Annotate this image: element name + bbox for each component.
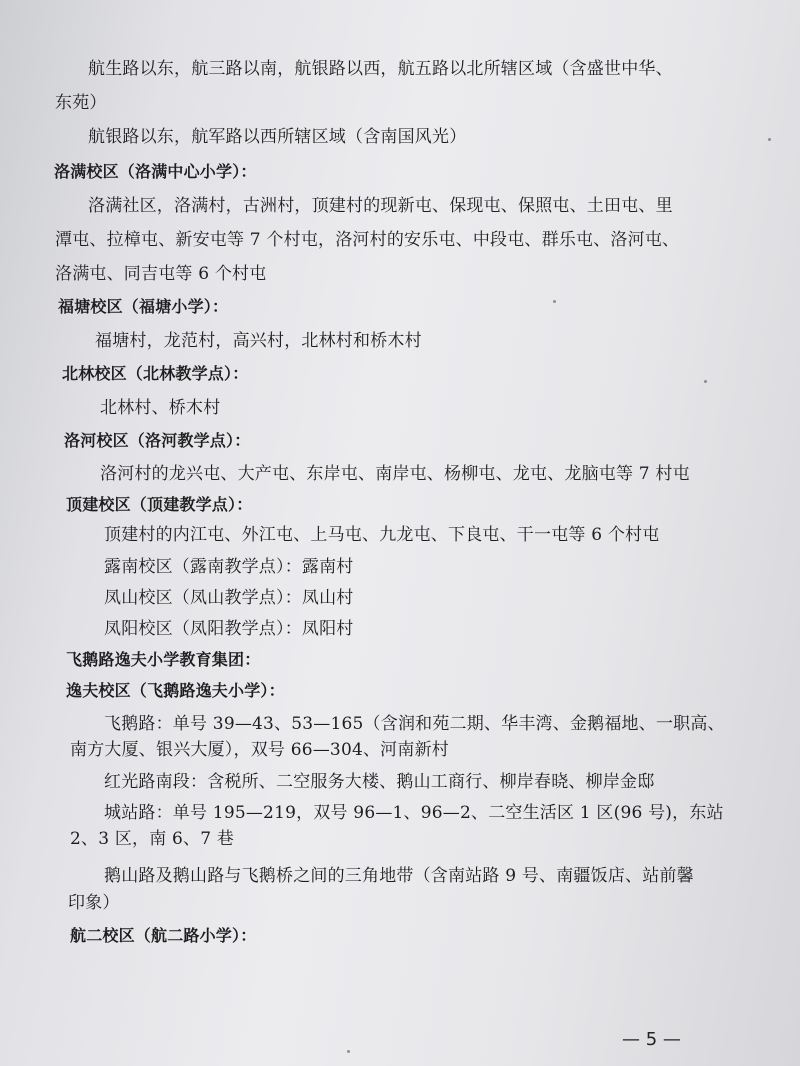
heading-futang: 福塘校区（福塘小学）：: [58, 297, 229, 316]
speck-mark: [704, 380, 707, 383]
text-line-2: 东苑）: [55, 93, 107, 113]
text-line-11: 北林村、桥木村: [100, 398, 221, 418]
speck-mark: [768, 138, 771, 141]
text-line-25: 2、3 区，南 6、7 巷: [70, 829, 235, 849]
heading-beilin: 北林校区（北林教学点）：: [62, 364, 249, 383]
text-line-7: 洛满屯、同吉屯等 6 个村屯: [55, 264, 267, 284]
heading-luoman: 洛满校区（洛满中心小学）：: [54, 162, 257, 181]
text-line-21: 飞鹅路：单号 39—43、53—165（含润和苑二期、华丰湾、金鹅福地、一职高、: [104, 714, 725, 734]
page-number: — 5 —: [622, 1029, 681, 1050]
text-line-24: 城站路：单号 195—219，双号 96—1、96—2、二空生活区 1 区(96 号)，东站: [104, 803, 724, 823]
text-line-13: 洛河村的龙兴屯、大产屯、东岸屯、南岸屯、杨柳屯、龙屯、龙脑屯等 7 村屯: [100, 464, 690, 484]
heading-dingjian: 顶建校区（顶建教学点）：: [66, 495, 253, 514]
text-line-5: 洛满社区，洛满村，古洲村，顶建村的现新屯、保现屯、保照屯、土田屯、里: [88, 196, 673, 216]
text-line-1: 航生路以东，航三路以南，航银路以西，航五路以北所辖区域（含盛世中华、: [88, 59, 673, 79]
heading-hanger: 航二校区（航二路小学）：: [70, 926, 257, 945]
heading-feie-group: 飞鹅路逸夫小学教育集团：: [66, 650, 261, 669]
speck-mark: [347, 1050, 350, 1053]
heading-luohe: 洛河校区（洛河教学点）：: [64, 431, 251, 450]
text-line-fengyang: 凤阳校区（凤阳教学点）：凤阳村: [104, 619, 354, 639]
text-line-22: 南方大厦、银兴大厦），双号 66—304、河南新村: [70, 740, 449, 760]
text-line-3: 航银路以东，航军路以西所辖区域（含南国风光）: [88, 127, 467, 147]
text-line-6: 潭屯、拉樟屯、新安屯等 7 个村屯，洛河村的安乐屯、中段屯、群乐屯、洛河屯、: [55, 230, 680, 250]
text-line-15: 顶建村的内江屯、外江屯、上马屯、九龙屯、下良屯、干一屯等 6 个村屯: [104, 525, 660, 545]
text-line-23: 红光路南段：含税所、二空服务大楼、鹅山工商行、柳岸春晓、柳岸金邸: [104, 772, 655, 792]
text-line-fengshan: 凤山校区（凤山教学点）：凤山村: [104, 588, 354, 608]
text-line-lunan: 露南校区（露南教学点）：露南村: [104, 557, 354, 577]
text-line-27: 印象）: [68, 893, 120, 913]
speck-mark: [553, 300, 556, 303]
text-line-9: 福塘村，龙范村，高兴村，北林村和桥木村: [95, 331, 422, 351]
heading-yifu: 逸夫校区（飞鹅路逸夫小学）：: [66, 681, 285, 700]
text-line-26: 鹅山路及鹅山路与飞鹅桥之间的三角地带（含南站路 9 号、南疆饭店、站前馨: [104, 866, 694, 886]
